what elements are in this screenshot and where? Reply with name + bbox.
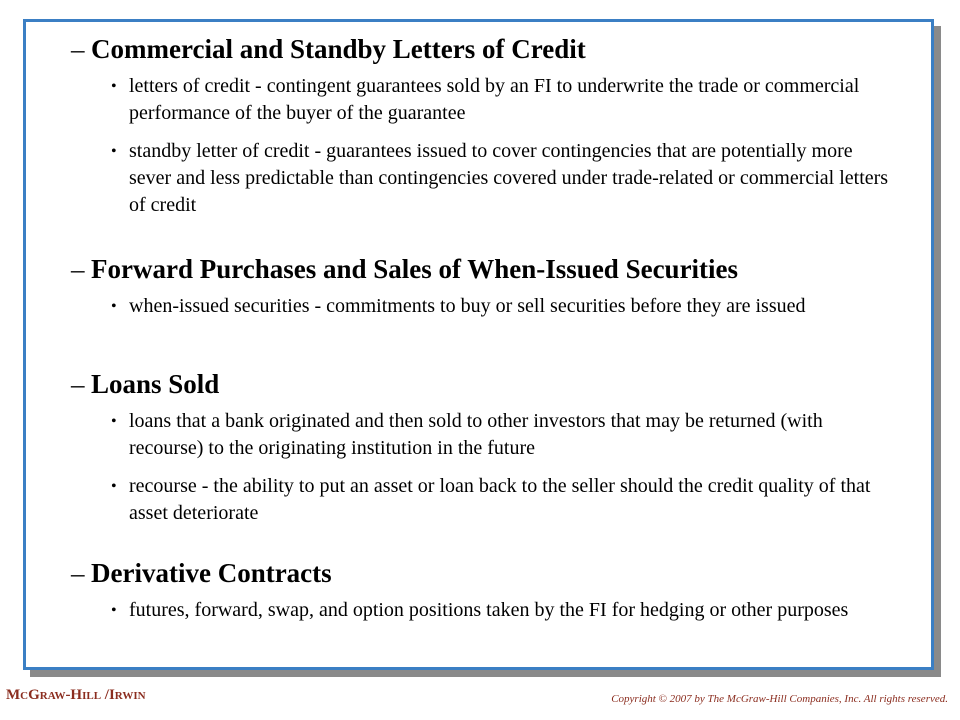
dash-marker: – bbox=[71, 34, 85, 64]
section-heading-text: Loans Sold bbox=[91, 369, 220, 399]
dash-marker: – bbox=[71, 254, 85, 284]
bullet-text: standby letter of credit - guarantees issued to cover contingencies that are potentially more sever and less predictable than contingencies covered under trade-related or commercial letters of credit bbox=[129, 140, 889, 216]
section-heading bbox=[71, 253, 891, 285]
list-item bbox=[111, 138, 891, 219]
bullet-text: when-issued securities - commitments to buy or sell securities before they are issued bbox=[129, 295, 806, 317]
section-heading-text: Forward Purchases and Sales of When-Issued Securities bbox=[91, 254, 739, 284]
list-item bbox=[111, 473, 891, 527]
bullet-marker: • bbox=[111, 78, 117, 95]
bullet-text: recourse - the ability to put an asset or loan back to the seller should the credit quality of that asset deteriorate bbox=[129, 475, 871, 524]
copyright-footer: Copyright © 2007 by The McGraw-Hill Companies, Inc. All rights reserved. bbox=[611, 693, 948, 705]
section-heading-text: Commercial and Standby Letters of Credit bbox=[91, 34, 586, 64]
list-item bbox=[111, 73, 891, 127]
section-heading bbox=[71, 33, 891, 65]
bullet-marker: • bbox=[111, 143, 117, 160]
dash-marker: – bbox=[71, 369, 85, 399]
bullet-list bbox=[71, 597, 891, 624]
bullet-list bbox=[71, 73, 891, 219]
bullet-list bbox=[71, 293, 891, 320]
publisher-footer: McGraw-Hill /Irwin bbox=[6, 687, 146, 703]
bullet-text: loans that a bank originated and then sold to other investors that may be returned (with recourse) to the originating institution in the future bbox=[129, 410, 823, 459]
list-item bbox=[111, 408, 891, 462]
bullet-list bbox=[71, 408, 891, 527]
section-when-issued-securities bbox=[71, 253, 891, 331]
list-item bbox=[111, 293, 891, 320]
bullet-marker: • bbox=[111, 298, 117, 315]
bullet-marker: • bbox=[111, 478, 117, 495]
bullet-text: letters of credit - contingent guarantees sold by an FI to underwrite the trade or commercial performance of the buyer of the guarantee bbox=[129, 75, 860, 124]
section-heading-text: Derivative Contracts bbox=[91, 558, 332, 588]
section-derivative-contracts bbox=[71, 557, 891, 635]
list-item bbox=[111, 597, 891, 624]
dash-marker: – bbox=[71, 558, 85, 588]
bullet-marker: • bbox=[111, 602, 117, 619]
section-heading bbox=[71, 557, 891, 589]
bullet-marker: • bbox=[111, 413, 117, 430]
bullet-text: futures, forward, swap, and option positions taken by the FI for hedging or other purposes bbox=[129, 599, 849, 621]
section-letters-of-credit bbox=[71, 33, 891, 230]
section-heading bbox=[71, 368, 891, 400]
section-loans-sold bbox=[71, 368, 891, 538]
